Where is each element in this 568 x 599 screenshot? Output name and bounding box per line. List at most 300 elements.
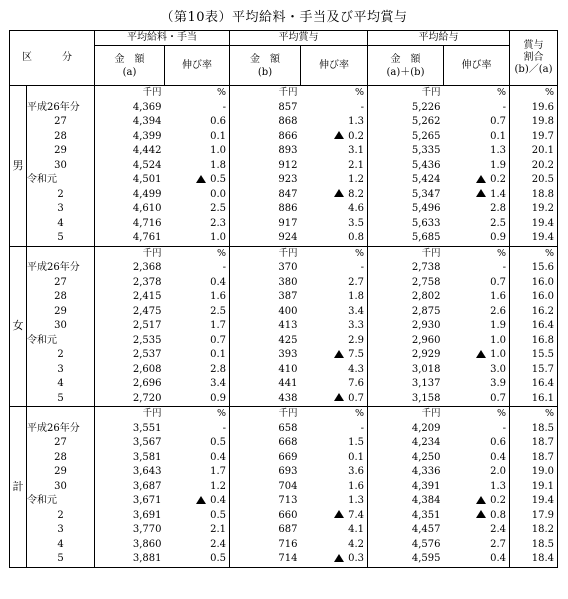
growth-ab-cell: 2.8: [444, 202, 510, 217]
growth-ab-cell: 1.3: [444, 144, 510, 159]
growth-a-cell: 1.7: [165, 319, 230, 334]
growth-ab-cell: 2.7: [444, 538, 510, 553]
bonus-ratio-cell: 19.4: [510, 217, 558, 232]
year-cell: 平成26年分: [27, 422, 95, 437]
unit-pct: %: [444, 86, 510, 101]
table-row: [10, 217, 558, 232]
amount-a-cell: 4,761: [95, 231, 165, 246]
growth-a-cell: 2.8: [165, 363, 230, 378]
amount-b-cell: 923: [278, 174, 298, 185]
amount-b-cell: 387: [278, 291, 298, 302]
unit-yen: 千円: [368, 246, 444, 261]
year-cell: 2: [27, 509, 95, 524]
amount-ab-cell: 4,234: [411, 437, 441, 448]
decrease-triangle-icon: [476, 189, 486, 197]
year-cell: 28: [27, 290, 95, 305]
growth-b-cell: 8.2: [301, 188, 368, 203]
year-cell: 2: [27, 348, 95, 363]
amount-ab-cell: 5,436: [411, 159, 441, 171]
amount-a-cell: 3,581: [132, 451, 162, 463]
growth-b-cell: 0.2: [301, 130, 368, 145]
amount-ab-cell: 2,960: [411, 334, 441, 346]
bonus-ratio-cell: 18.2: [510, 523, 558, 538]
amount-ab-cell: 5,265: [411, 130, 441, 142]
growth-ab-cell: 0.9: [444, 231, 510, 246]
growth-b-cell: 1.6: [301, 480, 368, 495]
amount-b-cell: 912: [278, 159, 298, 171]
amount-a-cell: 2,696: [132, 378, 162, 389]
amount-b-cell: 917: [278, 217, 298, 229]
unit-yen: 千円: [95, 86, 165, 101]
group-label: 男: [10, 86, 27, 247]
growth-a-cell: 0.5: [165, 552, 230, 567]
growth-ab-cell: 0.7: [444, 276, 510, 291]
header-amount-a: 金 額 (a): [95, 46, 165, 86]
bonus-ratio-cell: 15.7: [510, 363, 558, 378]
amount-ab-cell: 4,336: [411, 466, 441, 477]
amount-b-cell: 393: [278, 349, 298, 360]
table-row: [10, 392, 558, 407]
amount-ab-cell: 4,595: [368, 552, 444, 567]
growth-a-cell: 0.1: [165, 348, 230, 363]
amount-ab-cell: 4,576: [411, 538, 441, 550]
growth-ab-cell: 2.5: [444, 217, 510, 232]
table-row: [10, 261, 558, 276]
growth-ab-cell: 1.9: [444, 319, 510, 334]
growth-ab-cell: 3.0: [444, 363, 510, 378]
amount-b-cell: 370: [278, 262, 298, 273]
header-avg-bonus: 平均賞与: [230, 31, 368, 46]
header-amount-ab: 金 額 (a)＋(b): [368, 46, 444, 86]
bonus-ratio-cell: 19.2: [510, 202, 558, 217]
amount-a-cell: 4,442: [132, 145, 162, 156]
unit-pct: %: [165, 407, 230, 422]
amount-a-cell: 3,551: [132, 422, 162, 434]
growth-a-cell: 0.4: [165, 494, 230, 509]
growth-a-cell: -: [165, 422, 230, 437]
growth-a-cell: 0.6: [165, 115, 230, 130]
growth-a-cell: 0.1: [165, 130, 230, 145]
amount-b-cell: 425: [278, 334, 298, 346]
year-cell: 5: [27, 552, 95, 567]
growth-a-cell: 1.0: [165, 144, 230, 159]
growth-a-cell: -: [165, 261, 230, 276]
amount-ab-cell: 3,018: [411, 363, 441, 375]
year-cell: 3: [27, 202, 95, 217]
amount-b-cell: 868: [278, 116, 298, 127]
growth-ab-cell: 2.4: [444, 523, 510, 538]
group-label: 計: [10, 407, 27, 568]
growth-b-cell: 1.2: [301, 173, 368, 188]
growth-ab-cell: 1.3: [444, 480, 510, 495]
year-cell: 4: [27, 377, 95, 392]
unit-yen: 千円: [230, 407, 301, 422]
amount-a-cell: 3,643: [132, 466, 162, 477]
growth-ab-cell: 1.0: [444, 348, 510, 363]
growth-a-cell: 0.7: [165, 334, 230, 349]
amount-ab-cell: 5,347: [411, 188, 441, 200]
growth-b-cell: 2.7: [301, 276, 368, 291]
growth-b-cell: 3.4: [301, 305, 368, 320]
unit-pct: %: [510, 86, 558, 101]
unit-pct: %: [165, 246, 230, 261]
growth-ab-cell: 1.0: [444, 334, 510, 349]
unit-row: [10, 86, 558, 101]
growth-ab-cell: -: [444, 261, 510, 276]
decrease-triangle-icon: [334, 189, 344, 197]
table-row: [10, 538, 558, 553]
growth-a-cell: 1.2: [165, 480, 230, 495]
amount-a-cell: 3,860: [132, 538, 162, 550]
amount-ab-cell: 5,335: [411, 145, 441, 156]
growth-a-cell: 0.0: [165, 188, 230, 203]
year-cell: [27, 407, 95, 422]
header-growth-b: 伸び率: [301, 46, 368, 86]
amount-b-cell: 704: [278, 480, 298, 492]
amount-a-cell: 4,524: [132, 159, 162, 171]
year-cell: 30: [27, 319, 95, 334]
amount-b-cell: 410: [278, 363, 298, 375]
amount-b-cell: 857: [278, 101, 298, 113]
amount-ab-cell: 5,262: [411, 116, 441, 127]
bonus-ratio-cell: 18.4: [510, 552, 558, 567]
growth-a-cell: 1.6: [165, 290, 230, 305]
growth-a-cell: 2.1: [165, 523, 230, 538]
table-row: [10, 465, 558, 480]
amount-b-cell: 866: [278, 130, 298, 142]
amount-b-cell: 380: [278, 276, 298, 288]
bonus-ratio-cell: 19.1: [510, 480, 558, 495]
unit-pct: %: [301, 407, 368, 422]
growth-ab-cell: -: [444, 101, 510, 116]
growth-ab-cell: 0.8: [444, 509, 510, 524]
growth-b-cell: 0.3: [301, 552, 368, 567]
bonus-ratio-cell: 18.7: [510, 436, 558, 451]
growth-b-cell: 7.4: [301, 509, 368, 524]
unit-pct: %: [165, 86, 230, 101]
growth-b-cell: 0.1: [301, 451, 368, 466]
header-avg-pay: 平均給与: [368, 31, 510, 46]
decrease-triangle-icon: [476, 496, 486, 504]
table-row: [10, 377, 558, 392]
amount-b-cell: 893: [278, 145, 298, 156]
growth-ab-cell: 0.7: [444, 115, 510, 130]
salary-table: [9, 30, 558, 568]
amount-a-cell: 4,394: [132, 116, 162, 127]
growth-a-cell: 0.4: [165, 276, 230, 291]
growth-ab-cell: 0.7: [444, 392, 510, 407]
amount-b-cell: 687: [278, 524, 298, 535]
unit-row: [10, 407, 558, 422]
year-cell: 27: [27, 436, 95, 451]
year-cell: 2: [27, 188, 95, 203]
table-header: [10, 31, 558, 86]
amount-ab-cell: 3,158: [368, 392, 444, 407]
table-row: [10, 363, 558, 378]
decrease-triangle-icon: [334, 350, 344, 358]
amount-ab-cell: 4,209: [411, 422, 441, 434]
year-cell: 27: [27, 276, 95, 291]
growth-b-cell: -: [301, 422, 368, 437]
bonus-ratio-cell: 17.9: [510, 509, 558, 524]
decrease-triangle-icon: [196, 496, 206, 504]
bonus-ratio-cell: 18.8: [510, 188, 558, 203]
growth-b-cell: 4.1: [301, 523, 368, 538]
growth-b-cell: 4.3: [301, 363, 368, 378]
amount-b-cell: 668: [278, 437, 298, 448]
unit-pct: %: [301, 246, 368, 261]
bonus-ratio-cell: 19.4: [510, 494, 558, 509]
unit-yen: 千円: [95, 246, 165, 261]
year-cell: 令和元: [27, 494, 95, 509]
unit-row: [10, 246, 558, 261]
amount-a-cell: 3,567: [132, 437, 162, 448]
year-cell: 平成26年分: [27, 101, 95, 116]
growth-a-cell: 1.8: [165, 159, 230, 174]
year-cell: 5: [27, 392, 95, 407]
unit-pct: %: [301, 86, 368, 101]
amount-a-cell: 3,671: [132, 495, 162, 506]
amount-ab-cell: 2,758: [411, 276, 441, 288]
year-cell: 30: [27, 480, 95, 495]
table-row: [10, 290, 558, 305]
growth-a-cell: 0.5: [165, 173, 230, 188]
year-cell: 3: [27, 363, 95, 378]
bonus-ratio-cell: 19.7: [510, 130, 558, 145]
growth-a-cell: 2.5: [165, 305, 230, 320]
amount-ab-cell: 4,384: [411, 495, 441, 506]
growth-b-cell: 7.6: [301, 377, 368, 392]
amount-a-cell: 4,501: [132, 174, 162, 185]
decrease-triangle-icon: [476, 350, 486, 358]
year-cell: 5: [27, 231, 95, 246]
table-row: [10, 188, 558, 203]
growth-a-cell: 2.5: [165, 202, 230, 217]
amount-ab-cell: 2,802: [411, 291, 441, 302]
amount-b-cell: 714: [230, 552, 301, 567]
year-cell: 29: [27, 144, 95, 159]
amount-b-cell: 413: [278, 320, 298, 331]
growth-ab-cell: 1.4: [444, 188, 510, 203]
table-row: [10, 276, 558, 291]
decrease-triangle-icon: [334, 554, 344, 562]
year-cell: 3: [27, 523, 95, 538]
bonus-ratio-cell: 16.4: [510, 319, 558, 334]
amount-a-cell: 3,687: [132, 480, 162, 492]
amount-b-cell: 669: [278, 451, 298, 463]
table-row: [10, 334, 558, 349]
table-row: [10, 130, 558, 145]
growth-ab-cell: 0.1: [444, 130, 510, 145]
table-row: [10, 115, 558, 130]
growth-b-cell: 1.3: [301, 494, 368, 509]
decrease-triangle-icon: [476, 510, 486, 518]
amount-a-cell: 2,475: [132, 305, 162, 317]
group-label: 女: [10, 246, 27, 407]
growth-a-cell: 0.4: [165, 451, 230, 466]
growth-b-cell: 1.5: [301, 436, 368, 451]
year-cell: 令和元: [27, 334, 95, 349]
amount-ab-cell: 2,738: [411, 262, 441, 273]
growth-a-cell: 2.3: [165, 217, 230, 232]
amount-a-cell: 3,691: [132, 509, 162, 521]
table-row: [10, 509, 558, 524]
bonus-ratio-cell: 19.6: [510, 101, 558, 116]
growth-b-cell: 3.5: [301, 217, 368, 232]
amount-ab-cell: 5,633: [411, 217, 441, 229]
growth-b-cell: 1.8: [301, 290, 368, 305]
table-row: [10, 159, 558, 174]
growth-a-cell: 0.5: [165, 436, 230, 451]
table-body: [10, 86, 558, 568]
amount-ab-cell: 5,496: [411, 203, 441, 214]
header-bonus-ratio: 賞与 割合 (b)／(a): [510, 31, 558, 86]
growth-ab-cell: 2.6: [444, 305, 510, 320]
unit-yen: 千円: [230, 86, 301, 101]
growth-b-cell: 4.2: [301, 538, 368, 553]
table-row: [10, 436, 558, 451]
growth-ab-cell: 1.6: [444, 290, 510, 305]
unit-yen: 千円: [368, 86, 444, 101]
growth-b-cell: 0.7: [301, 392, 368, 407]
year-cell: 29: [27, 305, 95, 320]
decrease-triangle-icon: [334, 393, 344, 401]
table-row: [10, 348, 558, 363]
amount-ab-cell: 4,391: [411, 480, 441, 492]
growth-ab-cell: 1.9: [444, 159, 510, 174]
year-cell: 平成26年分: [27, 261, 95, 276]
growth-b-cell: 3.1: [301, 144, 368, 159]
bonus-ratio-cell: 16.4: [510, 377, 558, 392]
bonus-ratio-cell: 16.1: [510, 392, 558, 407]
unit-yen: 千円: [230, 246, 301, 261]
growth-a-cell: 3.4: [165, 377, 230, 392]
amount-a-cell: 3,770: [132, 524, 162, 535]
table-row: [10, 144, 558, 159]
growth-b-cell: 2.9: [301, 334, 368, 349]
amount-ab-cell: 2,929: [411, 349, 441, 360]
decrease-triangle-icon: [476, 175, 486, 183]
decrease-triangle-icon: [334, 510, 344, 518]
amount-a-cell: 2,535: [132, 334, 162, 346]
amount-b-cell: 658: [278, 422, 298, 434]
table-row: [10, 173, 558, 188]
growth-b-cell: 4.6: [301, 202, 368, 217]
amount-b-cell: 924: [230, 231, 301, 246]
growth-b-cell: 7.5: [301, 348, 368, 363]
year-cell: 令和元: [27, 173, 95, 188]
bonus-ratio-cell: 18.7: [510, 451, 558, 466]
amount-a-cell: 2,608: [132, 363, 162, 375]
table-row: [10, 101, 558, 116]
header-growth-ab: 伸び率: [444, 46, 510, 86]
growth-b-cell: 2.1: [301, 159, 368, 174]
unit-pct: %: [444, 407, 510, 422]
bonus-ratio-cell: 16.2: [510, 305, 558, 320]
unit-pct: %: [510, 407, 558, 422]
growth-a-cell: 0.9: [165, 392, 230, 407]
decrease-triangle-icon: [334, 131, 344, 139]
unit-yen: 千円: [95, 407, 165, 422]
table-row: [10, 451, 558, 466]
table-row: [10, 494, 558, 509]
bonus-ratio-cell: 16.0: [510, 276, 558, 291]
amount-a-cell: 2,517: [132, 320, 162, 331]
decrease-triangle-icon: [196, 175, 206, 183]
amount-ab-cell: 4,250: [411, 451, 441, 463]
growth-a-cell: -: [165, 101, 230, 116]
growth-ab-cell: 0.2: [444, 173, 510, 188]
amount-ab-cell: 5,685: [368, 231, 444, 246]
bonus-ratio-cell: 19.0: [510, 465, 558, 480]
amount-ab-cell: 5,424: [411, 174, 441, 185]
growth-ab-cell: -: [444, 422, 510, 437]
amount-b-cell: 713: [278, 495, 298, 506]
growth-ab-cell: 3.9: [444, 377, 510, 392]
amount-ab-cell: 2,875: [411, 305, 441, 317]
growth-ab-cell: 2.0: [444, 465, 510, 480]
amount-a-cell: 2,415: [132, 291, 162, 302]
table-row: [10, 319, 558, 334]
table-row: [10, 422, 558, 437]
growth-a-cell: 1.0: [165, 231, 230, 246]
amount-ab-cell: 4,457: [411, 524, 441, 535]
amount-a-cell: 4,369: [132, 101, 162, 113]
year-cell: 4: [27, 217, 95, 232]
amount-ab-cell: 3,137: [411, 378, 441, 389]
table-row: [10, 552, 558, 567]
bonus-ratio-cell: 16.8: [510, 334, 558, 349]
amount-a-cell: 2,720: [95, 392, 165, 407]
bonus-ratio-cell: 15.6: [510, 261, 558, 276]
table-row: [10, 480, 558, 495]
amount-a-cell: 2,537: [132, 349, 162, 360]
bonus-ratio-cell: 19.4: [510, 231, 558, 246]
table-row: [10, 231, 558, 246]
amount-b-cell: 400: [278, 305, 298, 317]
unit-yen: 千円: [368, 407, 444, 422]
bonus-ratio-cell: 20.2: [510, 159, 558, 174]
growth-b-cell: -: [301, 261, 368, 276]
growth-b-cell: 3.3: [301, 319, 368, 334]
year-cell: 4: [27, 538, 95, 553]
table-row: [10, 202, 558, 217]
table-row: [10, 523, 558, 538]
amount-ab-cell: 4,351: [411, 509, 441, 521]
growth-ab-cell: 0.4: [444, 451, 510, 466]
year-cell: [27, 86, 95, 101]
amount-b-cell: 660: [278, 509, 298, 521]
unit-pct: %: [444, 246, 510, 261]
growth-ab-cell: 0.2: [444, 494, 510, 509]
amount-a-cell: 4,716: [132, 217, 162, 229]
amount-a-cell: 4,399: [132, 130, 162, 142]
header-growth-a: 伸び率: [165, 46, 230, 86]
year-cell: [27, 246, 95, 261]
amount-ab-cell: 2,930: [411, 320, 441, 331]
amount-a-cell: 2,378: [132, 276, 162, 288]
header-kubun: 区 分: [10, 31, 95, 86]
bonus-ratio-cell: 18.5: [510, 538, 558, 553]
unit-pct: %: [510, 246, 558, 261]
growth-b-cell: 3.6: [301, 465, 368, 480]
amount-b-cell: 886: [278, 203, 298, 214]
growth-a-cell: 2.4: [165, 538, 230, 553]
growth-a-cell: 0.5: [165, 509, 230, 524]
header-amount-b: 金 額 (b): [230, 46, 301, 86]
amount-b-cell: 441: [278, 378, 298, 389]
growth-ab-cell: 0.6: [444, 436, 510, 451]
